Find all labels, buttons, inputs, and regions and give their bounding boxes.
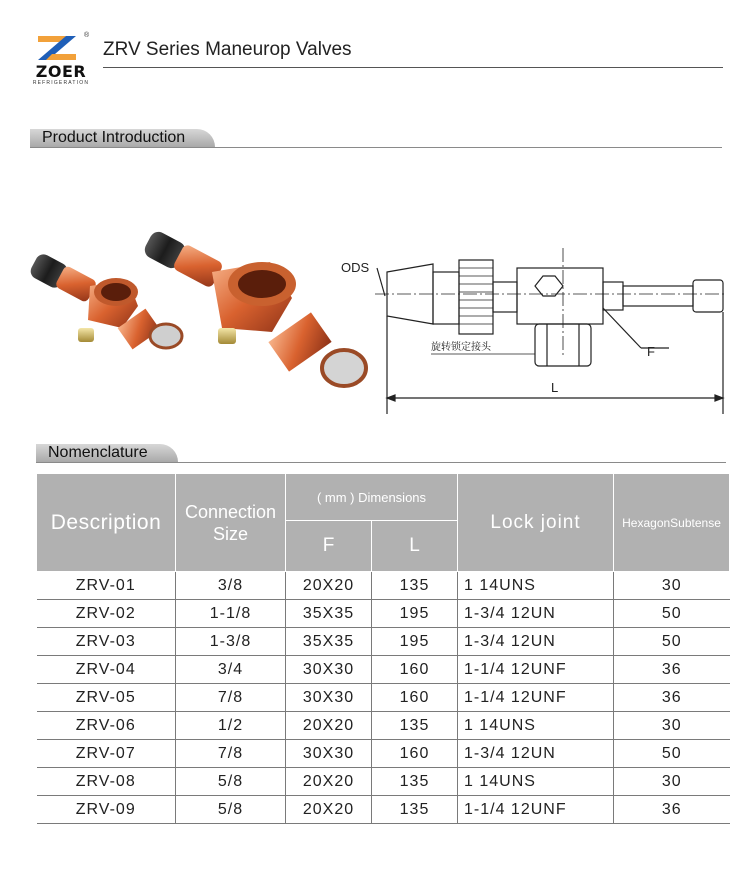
cell-lock-joint: 1-3/4 12UN — [458, 600, 614, 628]
cell-description: ZRV-07 — [37, 740, 176, 768]
cell-lock-joint: 1 14UNS — [458, 572, 614, 600]
table-row — [37, 628, 730, 656]
ods-label: ODS — [341, 260, 370, 275]
header-connection-size — [176, 474, 286, 572]
header-lock-joint: Lock joint — [458, 474, 614, 572]
cell-lock-joint: 1-3/4 12UN — [458, 628, 614, 656]
cell-l: 135 — [372, 572, 458, 600]
table-row — [37, 712, 730, 740]
header-divider — [103, 67, 723, 68]
cell-f: 20X20 — [286, 572, 372, 600]
table-row — [37, 600, 730, 628]
cell-connection: 7/8 — [176, 684, 286, 712]
cell-hexagon: 50 — [614, 628, 730, 656]
cell-f: 35X35 — [286, 600, 372, 628]
cell-hexagon: 36 — [614, 796, 730, 824]
l-label: L — [551, 380, 559, 395]
cell-lock-joint: 1-1/4 12UNF — [458, 656, 614, 684]
registered-mark: ® — [84, 32, 90, 39]
cell-hexagon: 36 — [614, 656, 730, 684]
section-divider — [36, 462, 726, 463]
cell-lock-joint: 1-1/4 12UNF — [458, 796, 614, 824]
valve-technical-diagram — [335, 246, 730, 416]
cell-description: ZRV-03 — [37, 628, 176, 656]
header-l: L — [372, 521, 458, 572]
cell-description: ZRV-08 — [37, 768, 176, 796]
cell-f: 35X35 — [286, 628, 372, 656]
cell-l: 135 — [372, 768, 458, 796]
cell-connection: 7/8 — [176, 740, 286, 768]
cell-connection: 3/8 — [176, 572, 286, 600]
section-tab-product-introduction: Product Introduction — [30, 129, 215, 147]
header-f: F — [286, 521, 372, 572]
cell-description: ZRV-02 — [37, 600, 176, 628]
cell-description: ZRV-09 — [37, 796, 176, 824]
cell-connection: 5/8 — [176, 796, 286, 824]
cell-l: 160 — [372, 684, 458, 712]
cell-hexagon: 36 — [614, 684, 730, 712]
cell-description: ZRV-06 — [37, 712, 176, 740]
page-title: ZRV Series Maneurop Valves — [103, 39, 352, 60]
header-hexagon-subtense: HexagonSubtense — [614, 474, 730, 572]
section-divider — [30, 147, 722, 148]
cell-f: 20X20 — [286, 768, 372, 796]
cell-connection: 5/8 — [176, 768, 286, 796]
cell-lock-joint: 1 14UNS — [458, 712, 614, 740]
table-row — [37, 796, 730, 824]
f-label: F — [647, 344, 655, 359]
cell-f: 30X30 — [286, 740, 372, 768]
cell-f: 20X20 — [286, 712, 372, 740]
cell-lock-joint: 1-1/4 12UNF — [458, 684, 614, 712]
nomenclature-table — [36, 473, 730, 824]
cell-connection: 1/2 — [176, 712, 286, 740]
large-valve-photo — [142, 229, 366, 386]
header-connection-line2: Size — [212, 523, 248, 544]
rotalock-label: 旋转锁定接头 — [431, 342, 491, 353]
cell-l: 195 — [372, 628, 458, 656]
table-row — [37, 768, 730, 796]
section-tab-nomenclature: Nomenclature — [36, 444, 178, 462]
brand-name: ZOER — [35, 62, 87, 81]
valve-product-photos — [26, 228, 368, 408]
table-row — [37, 572, 730, 600]
cell-l: 160 — [372, 740, 458, 768]
cell-f: 20X20 — [286, 796, 372, 824]
cell-f: 30X30 — [286, 684, 372, 712]
cell-hexagon: 30 — [614, 712, 730, 740]
table-row — [37, 740, 730, 768]
cell-lock-joint: 1 14UNS — [458, 768, 614, 796]
cell-description: ZRV-04 — [37, 656, 176, 684]
table-row — [37, 656, 730, 684]
cell-hexagon: 30 — [614, 768, 730, 796]
cell-l: 195 — [372, 600, 458, 628]
cell-l: 135 — [372, 796, 458, 824]
table-row — [37, 684, 730, 712]
header-connection-line1: Connection — [184, 501, 277, 522]
header-description: Description — [37, 474, 176, 572]
small-valve-photo — [28, 252, 182, 350]
cell-description: ZRV-05 — [37, 684, 176, 712]
cell-l: 135 — [372, 712, 458, 740]
cell-connection: 1-1/8 — [176, 600, 286, 628]
cell-l: 160 — [372, 656, 458, 684]
cell-description: ZRV-01 — [37, 572, 176, 600]
cell-connection: 1-3/8 — [176, 628, 286, 656]
cell-hexagon: 50 — [614, 600, 730, 628]
cell-hexagon: 30 — [614, 572, 730, 600]
cell-f: 30X30 — [286, 656, 372, 684]
header-dimensions: ( mm ) Dimensions — [286, 474, 458, 521]
cell-lock-joint: 1-3/4 12UN — [458, 740, 614, 768]
cell-connection: 3/4 — [176, 656, 286, 684]
brand-subtitle: REFRIGERATION — [32, 80, 90, 86]
brand-logo — [30, 34, 92, 86]
zoer-logo-icon — [36, 34, 78, 62]
cell-hexagon: 50 — [614, 740, 730, 768]
